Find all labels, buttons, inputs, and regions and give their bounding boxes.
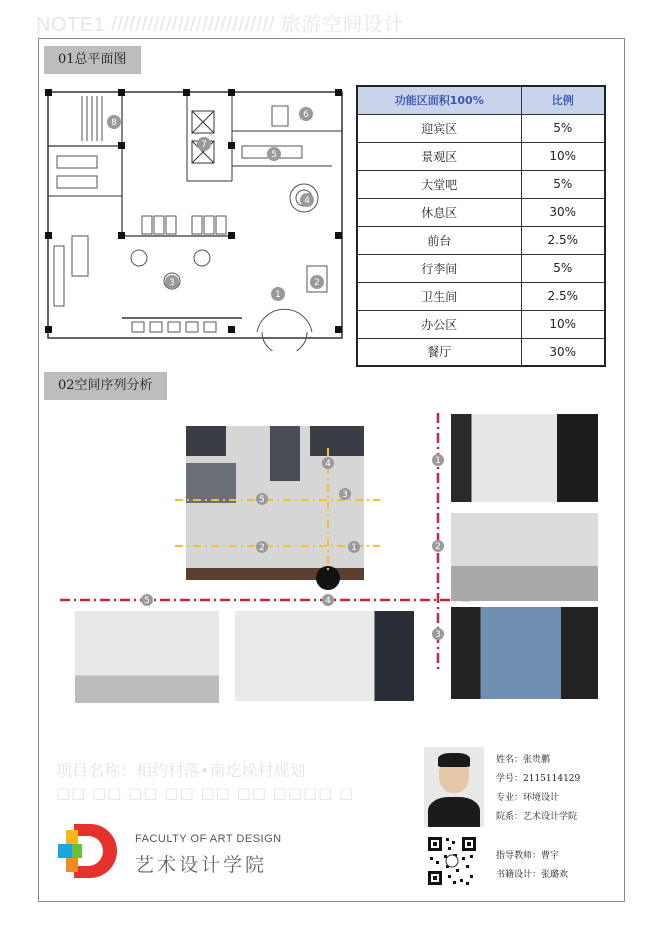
student-id: 学号：2115114129 — [496, 774, 581, 784]
area-ratio-table — [356, 85, 606, 367]
student-major: 专业：环境设计 — [496, 793, 560, 803]
logo-english: FACULTY OF ART DESIGN — [135, 833, 282, 845]
faculty-logo-icon — [56, 820, 120, 882]
table-row — [357, 338, 605, 366]
render-marker-3-label: 3 — [342, 490, 348, 500]
teacher-info: 指导教师：曹宇 — [496, 851, 560, 861]
axis-marker-1-label: 1 — [435, 456, 441, 466]
table-cell-name: 迎宾区 — [357, 114, 521, 142]
render-marker-5-label: 5 — [259, 495, 265, 505]
table-cell-value: 5% — [521, 254, 605, 282]
project-subline: □□ □□ □□ □□ □□ □□ □□□□ □ — [56, 784, 355, 802]
table-cell-value: 30% — [521, 338, 605, 366]
plan-marker-8-label: 8 — [111, 118, 117, 128]
photo-3-lounge — [451, 607, 598, 699]
qr-code[interactable] — [426, 835, 478, 887]
page-header-title: NOTE1 /////////////////////////// 旅游空间设计 — [36, 14, 404, 36]
plan-marker-7-label: 7 — [201, 140, 207, 150]
plan-marker-6-label: 6 — [303, 110, 309, 120]
photo-5-rest-area — [75, 611, 219, 703]
student-name: 姓名：张贵鹏 — [496, 755, 551, 765]
table-row — [357, 282, 605, 310]
table-cell-name: 办公区 — [357, 310, 521, 338]
axis-marker-4-label: 4 — [325, 596, 331, 606]
table-cell-value: 5% — [521, 170, 605, 198]
student-college: 院系：艺术设计学院 — [496, 812, 578, 822]
logo-chinese: 艺术设计学院 — [135, 854, 268, 876]
plan-section-label: 01总平面图 — [44, 46, 141, 74]
project-name: 项目名称：相约村落•南圪垛村规划 — [56, 761, 306, 780]
table-cell-name: 前台 — [357, 226, 521, 254]
floor-plan — [42, 86, 347, 351]
render-marker-2-label: 2 — [259, 543, 265, 553]
book-design-info: 书籍设计：张璐欢 — [496, 870, 569, 880]
student-avatar — [424, 747, 484, 827]
table-cell-value: 10% — [521, 142, 605, 170]
table-header-area: 功能区面积100% — [357, 86, 521, 114]
render-marker-1-label: 1 — [351, 543, 357, 553]
table-row — [357, 226, 605, 254]
photo-2-lobby — [451, 513, 598, 601]
table-cell-value: 10% — [521, 310, 605, 338]
axis-marker-5-label: 5 — [144, 596, 150, 606]
photo-4-reception — [235, 611, 414, 701]
table-cell-name: 餐厅 — [357, 338, 521, 366]
render-marker-4-label: 4 — [325, 459, 331, 469]
plan-marker-1-label: 1 — [275, 290, 281, 300]
table-cell-value: 2.5% — [521, 282, 605, 310]
plan-marker-3-label: 3 — [169, 278, 175, 288]
table-cell-name: 行李间 — [357, 254, 521, 282]
table-cell-value: 2.5% — [521, 226, 605, 254]
table-row — [357, 170, 605, 198]
photo-1-entrance — [451, 414, 598, 502]
table-row — [357, 142, 605, 170]
table-cell-name: 大堂吧 — [357, 170, 521, 198]
table-cell-name: 景观区 — [357, 142, 521, 170]
sequence-section-label: 02空间序列分析 — [44, 372, 167, 400]
table-header-ratio: 比例 — [521, 86, 605, 114]
table-cell-name: 卫生间 — [357, 282, 521, 310]
plan-marker-2-label: 2 — [314, 278, 320, 288]
table-row — [357, 310, 605, 338]
table-row — [357, 198, 605, 226]
table-cell-name: 休息区 — [357, 198, 521, 226]
plan-marker-4-label: 4 — [304, 196, 310, 206]
table-row — [357, 114, 605, 142]
table-row — [357, 254, 605, 282]
axis-marker-3-label: 3 — [435, 630, 441, 640]
table-cell-value: 30% — [521, 198, 605, 226]
table-cell-value: 5% — [521, 114, 605, 142]
axis-marker-2-label: 2 — [435, 542, 441, 552]
plan-marker-5-label: 5 — [271, 150, 277, 160]
